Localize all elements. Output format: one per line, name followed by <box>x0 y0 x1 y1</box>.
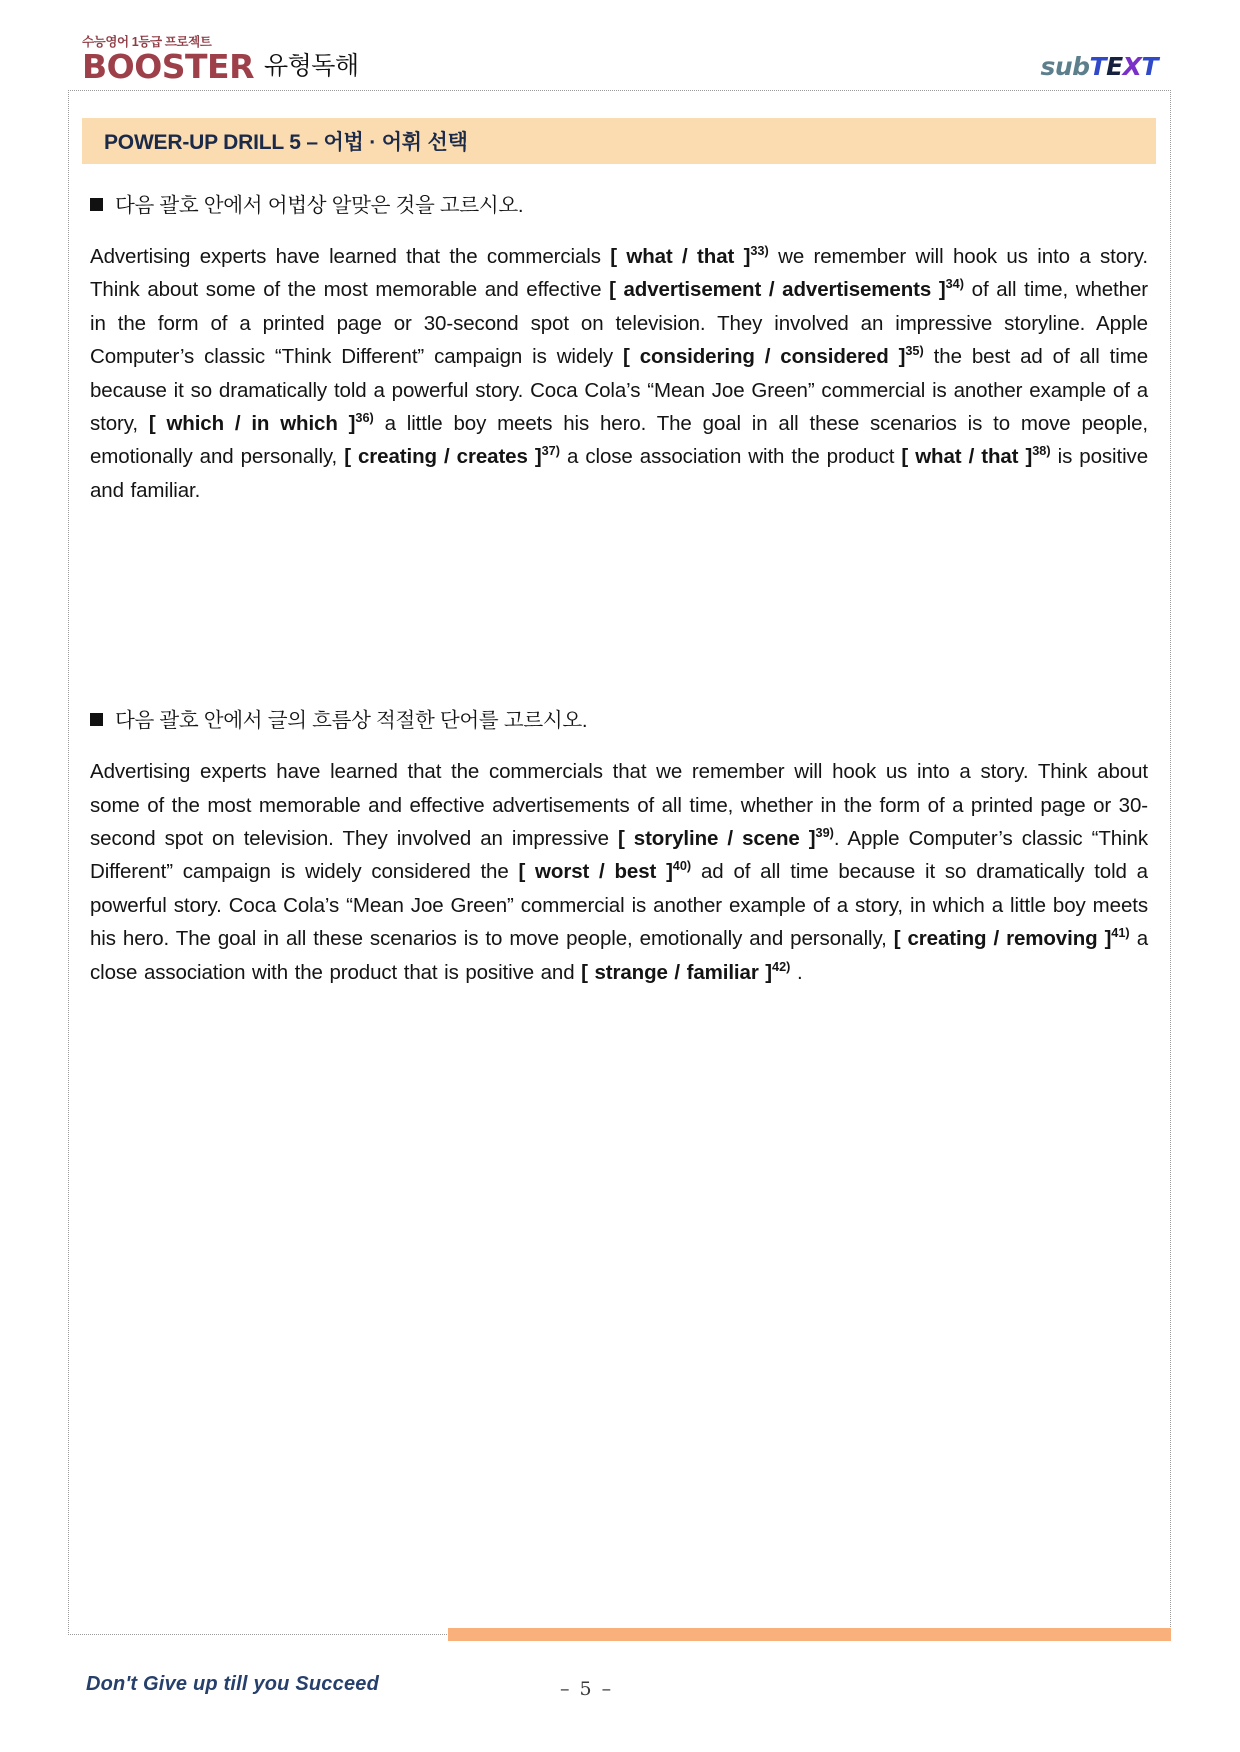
logo-part-e: E <box>1106 52 1123 81</box>
answer-space-1 <box>90 507 1148 703</box>
page-number: – 5 – <box>560 1678 614 1700</box>
subtext-logo <box>1040 54 1158 79</box>
drill-title-text: POWER-UP DRILL 5 – 어법 · 어휘 선택 <box>104 131 468 154</box>
passage-2: Advertising experts have learned that the commercials that we remember will hook us into a story. Think about some of the most memorable and effective advertisements of all time, whether in the form of a printed page or 30-second spot on television. They involved an impressive [ storyline / scene ]$^{39)}$. Apple Computer’s classic “Think Different” campaign is widely considered the [ worst / best ]$^{40)}$ ad of all time because it so dramatically told a powerful story. Coca Cola’s “Mean Joe Green” commercial is another example of a story, in which a little boy meets his hero. The goal in all these scenarios is to move people, emotionally and personally, [ creating / removing ]$^{41)}$ a close association with the product that is positive and [ strange / familiar ]$^{42)}$ . <box>90 760 1148 984</box>
logo-part-x: X <box>1122 52 1142 81</box>
brand-text-stack <box>82 35 254 86</box>
instruction-2 <box>90 703 1148 733</box>
worksheet-body <box>90 188 1148 1029</box>
brand-name: BOOSTER <box>82 46 254 86</box>
brand-logo <box>82 35 359 86</box>
square-bullet-icon <box>90 713 103 726</box>
passage-1: Advertising experts have learned that the commercials [ what / that ]$^{33)}$ we remember will hook us into a story. Think about some of the most memorable and effective [ advertisement / advertisements ]$^{34)}$ of all time, whether in the form of a printed page or 30-second spot on television. They involved an impressive storyline. Apple Computer’s classic “Think Different” campaign is widely [ considering / considered ]$^{35)}$ the best ad of all time because it so dramatically told a powerful story. Coca Cola’s “Mean Joe Green” commercial is another example of a story, [ which / in which ]$^{36)}$ a little boy meets his hero. The goal in all these scenarios is to move people, emotionally and personally, [ creating / creates ]$^{37)}$ a close association with the product [ what / that ]$^{38)}$ is positive and familiar. <box>90 243 1149 502</box>
instruction-1-text: 다음 괄호 안에서 어법상 알맞은 것을 고르시오. <box>115 194 524 217</box>
logo-part-t2: T <box>1141 52 1158 81</box>
answer-space-2 <box>90 989 1148 1029</box>
logo-part-t1: T <box>1089 52 1107 81</box>
brand-tagline: 수능영어 1등급 프로젝트 <box>82 35 212 49</box>
drill-title-banner <box>82 118 1156 164</box>
footer-accent-bar <box>448 1628 1171 1641</box>
brand-subtitle: 유형독해 <box>264 52 359 81</box>
square-bullet-icon <box>90 198 103 211</box>
drill-section-1 <box>90 188 1148 507</box>
instruction-2-text: 다음 괄호 안에서 글의 흐름상 적절한 단어를 고르시오. <box>115 709 588 733</box>
drill-section-2 <box>90 703 1148 989</box>
logo-part-sub: sub <box>1040 52 1090 81</box>
footer-motto: Don't Give up till you Succeed <box>86 1673 380 1695</box>
instruction-1 <box>90 188 1148 218</box>
page-header <box>0 0 1240 92</box>
